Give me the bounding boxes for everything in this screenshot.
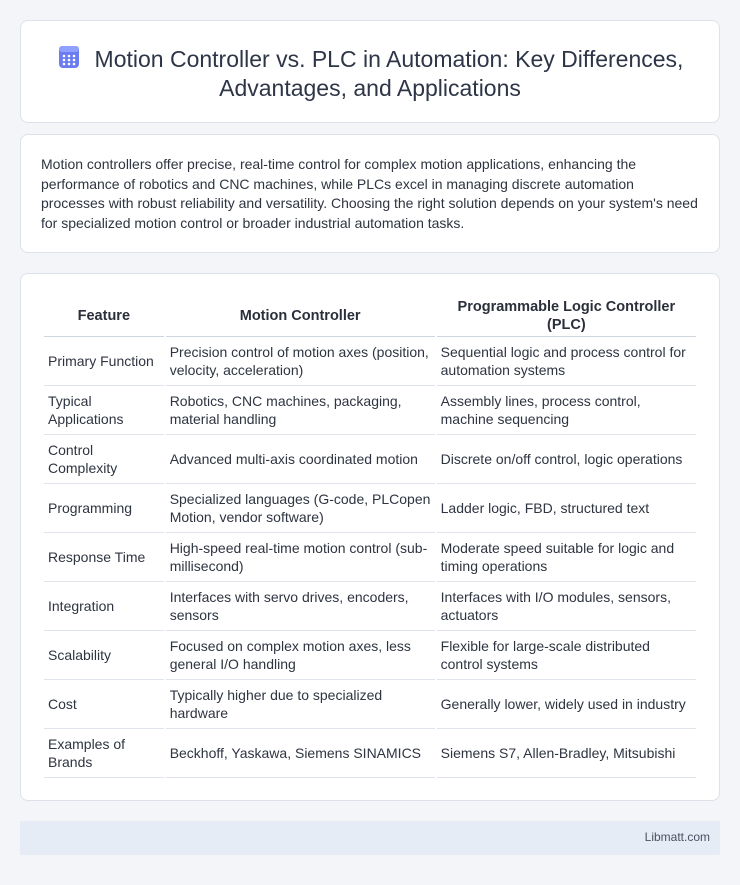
table-row [44, 631, 696, 680]
page-title [21, 45, 719, 103]
plc-cell: Generally lower, widely used in industry [437, 680, 696, 729]
table-row [44, 680, 696, 729]
intro-card [20, 134, 720, 253]
table-header-row [44, 295, 696, 337]
header-motion-controller: Motion Controller [166, 295, 435, 337]
feature-cell: Primary Function [44, 337, 164, 386]
plc-cell: Moderate speed suitable for logic and timing operations [437, 533, 696, 582]
feature-cell: Scalability [44, 631, 164, 680]
plc-cell: Assembly lines, process control, machine sequencing [437, 386, 696, 435]
table-row [44, 337, 696, 386]
comparison-card [20, 273, 720, 801]
motion-controller-cell: Robotics, CNC machines, packaging, material handling [166, 386, 435, 435]
motion-controller-cell: Advanced multi-axis coordinated motion [166, 435, 435, 484]
footer-brand-link[interactable]: Libmatt.com [644, 830, 710, 844]
table-row [44, 729, 696, 778]
table-row [44, 533, 696, 582]
title-card [20, 20, 720, 123]
feature-cell: Typical Applications [44, 386, 164, 435]
comparison-table [42, 295, 698, 778]
table-row [44, 435, 696, 484]
motion-controller-cell: Focused on complex motion axes, less general I/O handling [166, 631, 435, 680]
plc-cell: Siemens S7, Allen-Bradley, Mitsubishi [437, 729, 696, 778]
motion-controller-cell: High-speed real-time motion control (sub-millisecond) [166, 533, 435, 582]
motion-controller-cell: Precision control of motion axes (position, velocity, acceleration) [166, 337, 435, 386]
feature-cell: Examples of Brands [44, 729, 164, 778]
header-plc: Programmable Logic Controller (PLC) [437, 295, 696, 337]
plc-cell: Interfaces with I/O modules, sensors, actuators [437, 582, 696, 631]
feature-cell: Control Complexity [44, 435, 164, 484]
feature-cell: Response Time [44, 533, 164, 582]
calculator-icon [57, 45, 83, 69]
page-title-text: Motion Controller vs. PLC in Automation: Key Differences, Advantages, and Applications [94, 46, 684, 101]
table-row [44, 582, 696, 631]
feature-cell: Integration [44, 582, 164, 631]
plc-cell: Ladder logic, FBD, structured text [437, 484, 696, 533]
table-row [44, 386, 696, 435]
feature-cell: Programming [44, 484, 164, 533]
motion-controller-cell: Specialized languages (G-code, PLCopen Motion, vendor software) [166, 484, 435, 533]
plc-cell: Sequential logic and process control for automation systems [437, 337, 696, 386]
plc-cell: Discrete on/off control, logic operations [437, 435, 696, 484]
footer-bar [20, 821, 720, 855]
motion-controller-cell: Interfaces with servo drives, encoders, sensors [166, 582, 435, 631]
feature-cell: Cost [44, 680, 164, 729]
intro-paragraph: Motion controllers offer precise, real-time control for complex motion applications, enhancing the performance of robotics and CNC machines, while PLCs excel in managing discrete automation processes with robust reliability and versatility. Choosing the right solution depends on your system's need for specialized motion control or broader industrial automation tasks. [41, 156, 698, 231]
motion-controller-cell: Typically higher due to specialized hardware [166, 680, 435, 729]
header-feature: Feature [44, 295, 164, 337]
plc-cell: Flexible for large-scale distributed control systems [437, 631, 696, 680]
table-row [44, 484, 696, 533]
motion-controller-cell: Beckhoff, Yaskawa, Siemens SINAMICS [166, 729, 435, 778]
